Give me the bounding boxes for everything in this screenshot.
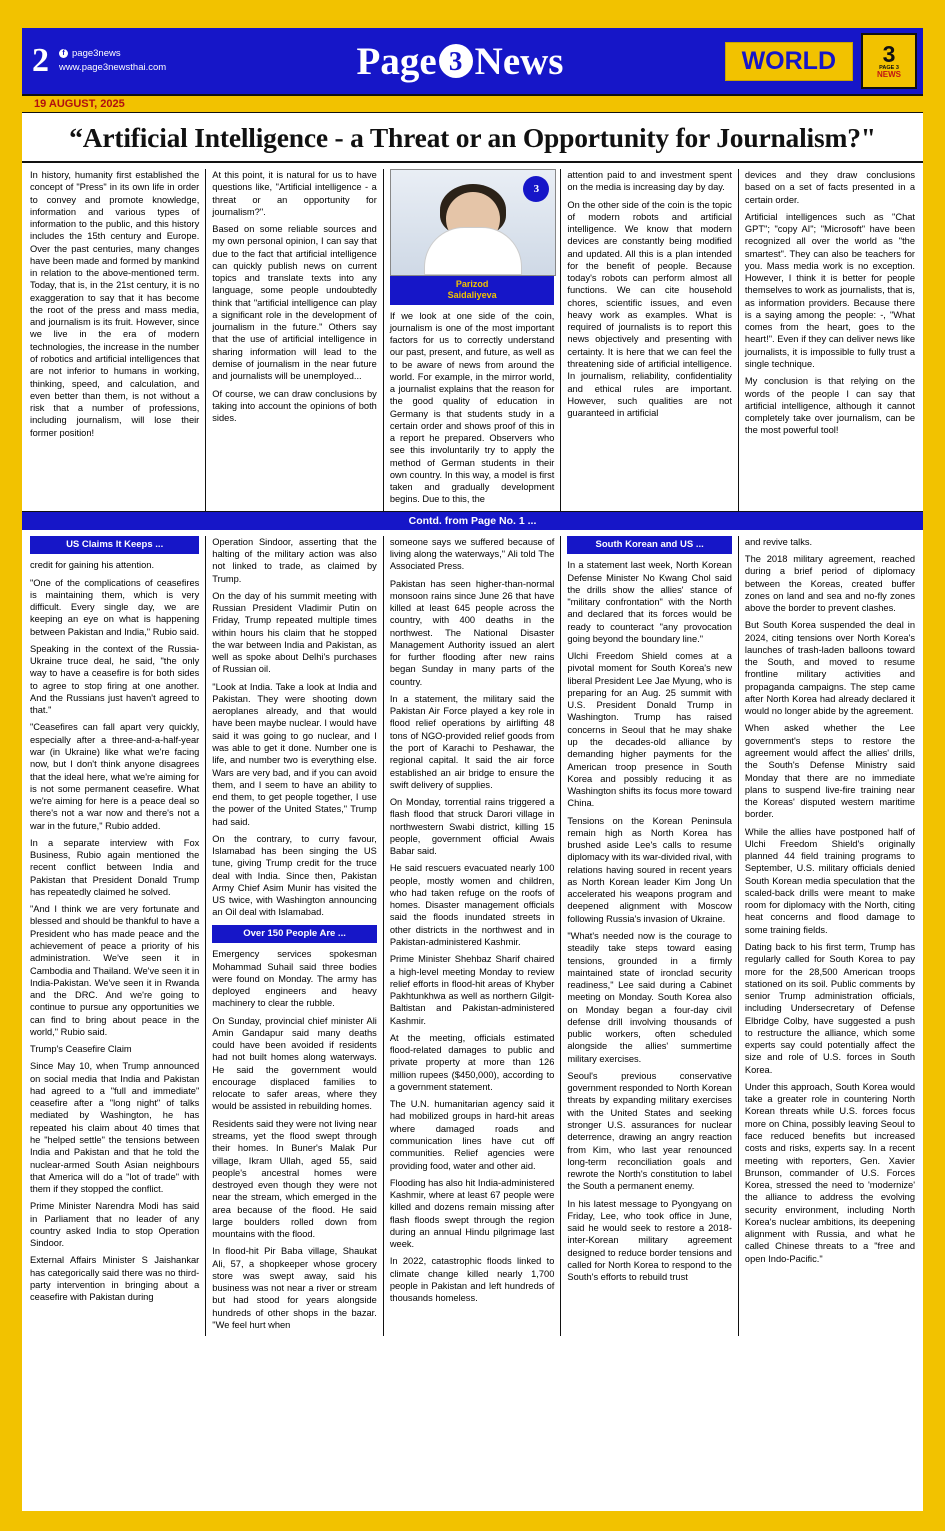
- paragraph: The 2018 military agreement, reached during a brief period of diplomacy between the Koreas, created buffer zones on land and sea and no-fly zones above the border to prevent clashes.: [744, 554, 915, 614]
- section-heading-over-150-people: Over 150 People Are ...: [212, 925, 377, 944]
- section-heading-south-korean-and-us: South Korean and US ...: [567, 536, 732, 555]
- website-url[interactable]: www.page3newsthai.com: [59, 62, 167, 73]
- bottom-column-4: [561, 536, 739, 1336]
- paragraph: "Look at India. Take a look at India and Pakistan. They were shooting down aeroplanes already, and that would have been maybe nuclear. I would have said it was going to go nuclear, and I was able to get it done. Number one is life, and number two is everything else. Wars are very bad, and if you can avoid them, and I seem to have an ability to end them, to get people together, I use the power of the United States," Trump had said.: [212, 681, 377, 827]
- paragraph: Prime Minister Narendra Modi has said in Parliament that no leader of any country asked India to stop Operation Sindoor.: [30, 1201, 200, 1249]
- site-logo: [357, 39, 564, 84]
- lead-column-2: [206, 169, 384, 511]
- paragraph: In a separate interview with Fox Business, Rubio again mentioned the recent conflict between India and Pakistan that President Donald Trump has repeatedly claimed he solved.: [30, 837, 200, 897]
- page-title: “Artificial Intelligence - a Threat or an Opportunity for Journalism?": [22, 113, 923, 163]
- paragraph: If we look at one side of the coin, journalism is one of the most important factors for us to correctly understand our past, present, and future, as well as to be aware of news from around the world. For example, in the mirror world, a journalist explains that the reason for the good quality of education in Germany is that students study in a certain order and shows proof of this in a report he prepared. Observers who see this involuntarily try to apply the method of German students in their own country. In this way, a model is first taken and gradually development begins. Due to this, the: [389, 310, 555, 505]
- paragraph: Speaking in the context of the Russia-Ukraine truce deal, he said, "the only way to have a ceasefire is for both sides to agree to stop firing at one another. And the Russians just haven't agreed to that.": [30, 643, 200, 716]
- photo-badge-icon: 3: [523, 176, 549, 202]
- paragraph: At this point, it is natural for us to have questions like, "Artificial intelligence - a threat or an opportunity for journalism?".: [212, 170, 377, 217]
- paragraph: When asked whether the Lee government's steps to restore the agreement would affect the allies' drills, the South's Defense Ministry said Monday that there are no immediate plans to suspend live-fire training near the Koreas' disputed western maritime border.: [744, 723, 915, 820]
- lead-column-5: [739, 169, 915, 511]
- paragraph: Of course, we can draw conclusions by taking into account the opinions of both sides.: [212, 388, 377, 424]
- paragraph: In a statement, the military said the Pakistan Air Force played a key role in flood relief operations by airlifting 48 tons of NGO-provided relief goods from the port of Karachi to Peshawar, the regional capital. It said the air force established an air bridge to ensure the swift delivery of supplies.: [389, 693, 555, 790]
- paragraph: On Monday, torrential rains triggered a flash flood that struck Darori village in northwestern Swabi district, killing 15 people, government official Awais Babar said.: [389, 797, 555, 857]
- subheading-trump-ceasefire-claim: Trump's Ceasefire Claim: [30, 1044, 132, 1055]
- paragraph: Dating back to his first term, Trump has regularly called for South Korea to pay more for the 28,500 American troops stationed on its soil. Public comments by senior Trump administration officials, including Undersecretary of Defense Elbridge Colby, have suggested a push to restructure the alliance, which some experts say could potentially affect the size and role of U.S. forces in South Korea.: [744, 941, 915, 1075]
- paragraph: Based on some reliable sources and my own personal opinion, I can say that due to the fact that artificial intelligence can quickly publish news on current topics and translate texts into any language, some people undoubtedly think that "artificial intelligence can play a significant role in the development of journalism in the future." Others say that the use of artificial intelligence in sharing information will lead to the demise of journalism in the near future and journalists will be unemployed...: [212, 224, 377, 382]
- paragraph: someone says we suffered because of living along the waterways," Ali told The Associated Press.: [389, 536, 555, 572]
- paragraph: "And I think we are very fortunate and blessed and should be thankful to have a President who has made peace and the achievement of peace a priority of his administration. We've seen it in Cambodia and Thailand. We've seen it in India-Pakistan. We've seen it in Rwanda and the DRC. And we're going to continue to pursue any opportunities we can find to bring about peace in the world," Rubio said.: [30, 904, 200, 1037]
- paragraph: Tensions on the Korean Peninsula remain high as North Korea has brushed aside Lee's calls to resume diplomacy with its war-divided rival, with relations having soured in recent years as North Korean leader Kim Jong Un accelerated his weapons program and deepened alignment with Moscow following Russia's invasion of Ukraine.: [567, 815, 732, 924]
- lead-article: [22, 163, 923, 512]
- continuation-bar: Contd. from Page No. 1 ...: [22, 512, 923, 530]
- paragraph: On the contrary, to curry favour, Islamabad has been singing the US tune, giving Trump credit for the truce deal with India. Since then, Pakistan Army Chief Asim Munir has visited the US twice, with Washington announcing an Oil deal with Islamabad.: [212, 833, 377, 918]
- facebook-icon: f: [59, 49, 68, 58]
- masthead-center: [247, 28, 673, 94]
- paragraph: In history, humanity first established the concept of "Press" in its own life in order to convey and promote knowledge, information and various types of information to the public, and this history includes the 15th century and Europe. Over the past centuries, many changes have been made and formed by mankind in relation to the above-mentioned term. Today, that is, in the 21st century, it is no exaggeration to say that it has become the root of the press and mass media, and journalism is its fruit. However, since we live in the era of modern technologies, the increase in the number of robotics and artificial intelligences that are not inferior to humans in working, thinking, speed, and calculation, and even better than them, is not without a risk that a number of professions, including journalism, will lose their former position!: [30, 170, 200, 438]
- author-last-name: Saidaliyeva: [447, 290, 497, 301]
- paragraph: The U.N. humanitarian agency said it had mobilized groups in hard-hit areas where damaged roads and communication lines have cut off communities. Relief agencies were providing food, water and other aid.: [389, 1099, 555, 1171]
- bottom-column-2: [206, 536, 384, 1336]
- badge-text: PAGE 3: [879, 64, 899, 71]
- masthead-left: [22, 28, 247, 94]
- newspaper-sheet: [22, 28, 923, 1511]
- paragraph: "Ceasefires can fall apart very quickly, especially after a three-and-a-half-year war (in Ukraine) like what we're facing now, but I don't think anyone disagrees that the ideal here, what we're aiming for is not some permanent ceasefire. What we're aiming for here is a peace deal so there's not a war now and there's not a war in the future," Rubio added.: [30, 722, 200, 831]
- paragraph: But South Korea suspended the deal in 2024, citing tensions over North Korea's launches of trash-laden balloons toward the South, and moved to resume frontline military activities and propaganda campaigns. The step came after North Korea had already declared it would no longer abide by the agreement.: [744, 620, 915, 717]
- section-heading-us-claims: US Claims It Keeps ...: [30, 536, 199, 555]
- paragraph: On Sunday, provincial chief minister Ali Amin Gandapur said many deaths could have been avoided if residents had not built homes along waterways. He said the government would encourage displaced families to relocate to safer areas, where they would be assisted in rebuilding homes.: [212, 1015, 377, 1112]
- paragraph: Operation Sindoor, asserting that the halting of the military action was also not linked to trade, as claimed by Trump.: [212, 536, 377, 584]
- paragraph: devices and they draw conclusions based on a set of facts presented in a certain order.: [744, 170, 915, 205]
- date-strip: 19 AUGUST, 2025: [22, 96, 923, 113]
- paragraph: Residents said they were not living near streams, yet the flood swept through their homes. In Buner's Malak Pur village, Ikram Ullah, aged 55, said people's ancestral homes were destroyed even though they were not near the stream, which emerged in the area because of the flood. He said large boulders rolled down from mountains with the flood.: [212, 1118, 377, 1240]
- paragraph: In a statement last week, North Korean Defense Minister No Kwang Chol said the drills show the allies' stance of "military confrontation" with the North and declared that its forces would be ready to counteract "any provocation going beyond the boundary line.": [567, 560, 732, 644]
- masthead: [22, 28, 923, 96]
- section-label: WORLD: [725, 42, 853, 81]
- author-photo: [390, 169, 557, 276]
- lead-column-4: [561, 169, 739, 511]
- social-handle: page3news: [72, 47, 121, 59]
- paragraph: He said rescuers evacuated nearly 100 people, mostly women and children, who had taken refuge on the roofs of homes. Disaster management officials said the floods inundated streets in other districts in the northwest and in Pakistan-administered Kashmir.: [389, 863, 555, 947]
- author-photo-block: [390, 169, 555, 305]
- paragraph: Under this approach, South Korea would take a greater role in countering North Korean threats while U.S. forces focus more on China, possibly leaving Seoul to face reduced benefits but increased costs and risks, experts say. In a recent meeting with reporters, Gen. Xavier Brunson, commander of U.S. Forces Korea, stressed the need to 'modernize' the alliance to address the evolving security environment, including North Korea's nuclear ambitions, its deepening alignment with Russia, and what he called Chinese threats to a "free and open Indo-Pacific.": [744, 1081, 915, 1264]
- paragraph: attention paid to and investment spent on the media is increasing day by day.: [567, 170, 732, 193]
- paragraph: "One of the complications of ceasefires is maintaining them, which is very difficult. Every single day, we are keeping an eye on what is happening between Pakistan and India," Rubio said.: [30, 577, 200, 637]
- paragraph: credit for gaining his attention.: [30, 560, 155, 571]
- paragraph: In his latest message to Pyongyang on Friday, Lee, who took office in June, said he would seek to restore a 2018-inter-Korean military agreement designed to reduce border tensions and called for North Korea to respond to the South's efforts to rebuild trust: [567, 1198, 732, 1283]
- paragraph: At the meeting, officials estimated flood-related damages to public and private property at more than 126 million rupees ($450,000), according to a government statement.: [389, 1032, 555, 1092]
- logo-three-badge: 3: [439, 44, 473, 78]
- paragraph: "What's needed now is the courage to steadily take steps toward easing tensions, grounded in a firmly maintained state of ironclad security readiness," Lee said during a Cabinet meeting on Monday. South Korea also on Monday began a four-day civil defense drill involving thousands of public workers, often scheduled alongside the allies' summertime military exercises.: [567, 930, 732, 1064]
- paragraph: While the allies have postponed half of Ulchi Freedom Shield's originally planned 44 field training programs to September, U.S. military officials denied South Korean media speculation that the scaled-back drills were meant to make room for diplomacy with the North, citing heat concerns and flood damage to some training fields.: [744, 826, 915, 935]
- photo-body-shape: [424, 227, 522, 275]
- lead-column-3: [384, 169, 562, 511]
- paragraph: Pakistan has seen higher-than-normal monsoon rains since June 26 that have killed at least 645 people across the country, with 400 deaths in the northwest. The National Disaster Management Authority issued an alert for further flooding after new rains began Sunday in many parts of the country.: [389, 578, 555, 687]
- page-number: 2: [32, 42, 49, 79]
- masthead-contact: [59, 47, 166, 76]
- paragraph: On the other side of the coin is the topic of modern robots and artificial intelligence. We know that modern devices are constantly being modified and updated. All this is a plan intended for the benefit of people. Because today's robots can perform almost all functions. We can cite household chores, scientific issues, and even heavy work as examples. What is required of journalists is to report this news objectively and presenting with certainty. It is here that we can feel the threatening side of artificial intelligence. In journalism, reliability, confidentiality and ethical rules are important. However, such qualities are not guaranteed in artificial: [567, 199, 732, 419]
- paragraph: My conclusion is that relying on the words of the people I can say that artificial intelligence, although it cannot completely take over journalism, can be the most powerful tool!: [744, 376, 915, 436]
- paragraph: and revive talks.: [744, 536, 813, 547]
- lead-column-1: [30, 169, 206, 511]
- paragraph: In 2022, catastrophic floods linked to climate change killed nearly 1,700 people in Pakistan and left hundreds of thousands homeless.: [389, 1256, 555, 1304]
- paragraph: Since May 10, when Trump announced on social media that India and Pakistan had agreed to a "full and immediate" ceasefire after a "long night" of talks mediated by Washington, he has repeated his claim about 40 times that he "helped settle" the tensions between India and Pakistan and that he told the nuclear-armed South Asian neighbours that America will do a "lot of trade" with them if they stopped the conflict.: [30, 1061, 200, 1195]
- badge-number: 3: [882, 40, 896, 67]
- paragraph: External Affairs Minister S Jaishankar has categorically said there was no third-party intervention in bringing about a ceasefire with Pakistan during: [30, 1255, 200, 1303]
- paragraph: In flood-hit Pir Baba village, Shaukat Ali, 57, a shopkeeper whose grocery store was swept away, said his business was not near a river or stream but had stood for years alongside hundreds of other shops in the bazar. "We feel hurt when: [212, 1246, 377, 1330]
- bottom-column-1: [30, 536, 206, 1336]
- bottom-column-5: [739, 536, 915, 1336]
- paragraph: Ulchi Freedom Shield comes at a pivotal moment for South Korea's new liberal President Lee Jae Myung, who is preparing for an Aug. 25 summit with U.S. President Donald Trump in Washington. Trump has raised concerns in Seoul that he may shake up the decades-old alliance by demanding higher payments for the American troop presence in South Korea and possibly reducing it as Washington shifts its focus more toward China.: [567, 651, 732, 809]
- page3-badge: [861, 33, 917, 89]
- paragraph: Seoul's previous conservative government responded to North Korean threats by expanding military exercises with the United States and seeking stronger U.S. assurances for nuclear deterrence, drawing an angry reaction from Kim, who last year renounced long-term reconciliation goals and rewrote the North's constitution to label the South a permanent enemy.: [567, 1070, 732, 1192]
- author-first-name: Parizod: [455, 279, 489, 289]
- badge-news-text: NEWS: [877, 70, 901, 80]
- paragraph: On the day of his summit meeting with Russian President Vladimir Putin on Friday, Trump repeated multiple times within hours his claim that he stopped the war between India and Pakistan, as well as spoke about Delhi's purchases of Russian oil.: [212, 590, 377, 675]
- bottom-column-3: [384, 536, 562, 1336]
- logo-text-part2: News: [474, 39, 564, 83]
- masthead-right: [673, 28, 923, 94]
- bottom-articles: [22, 530, 923, 1344]
- paragraph: Artificial intelligences such as "Chat GPT"; "copy AI"; "Microsoft" have been recognized all over the world as "the smartest". They can also be teachers for you. Mass media work is no exception. However, I think it is better for people themselves to work as journalists, that is, as information providers. Because there is a saying among the people: -, "What comes from the heart, goes to the heart!". Even if they can deliver news like journalists, it is impossible to fully trust a single technique.: [744, 211, 915, 369]
- paragraph: Emergency services spokesman Mohammad Suhail said three bodies were found on Monday. The army has deployed engineers and heavy machinery to clear the rubble.: [212, 949, 377, 1009]
- paragraph: Flooding has also hit India-administered Kashmir, where at least 67 people were killed and dozens remain missing after flash floods swept through the region during an annual Hindu pilgrimage last week.: [389, 1177, 555, 1250]
- paragraph: Prime Minister Shehbaz Sharif chaired a high-level meeting Monday to review relief efforts in flood-hit areas of Khyber Pakhtunkhwa as well as northern Gilgit-Baltistan and Pakistan-administered Kashmir.: [389, 954, 555, 1026]
- logo-text-part1: Page: [356, 39, 437, 83]
- photo-caption: [390, 276, 555, 305]
